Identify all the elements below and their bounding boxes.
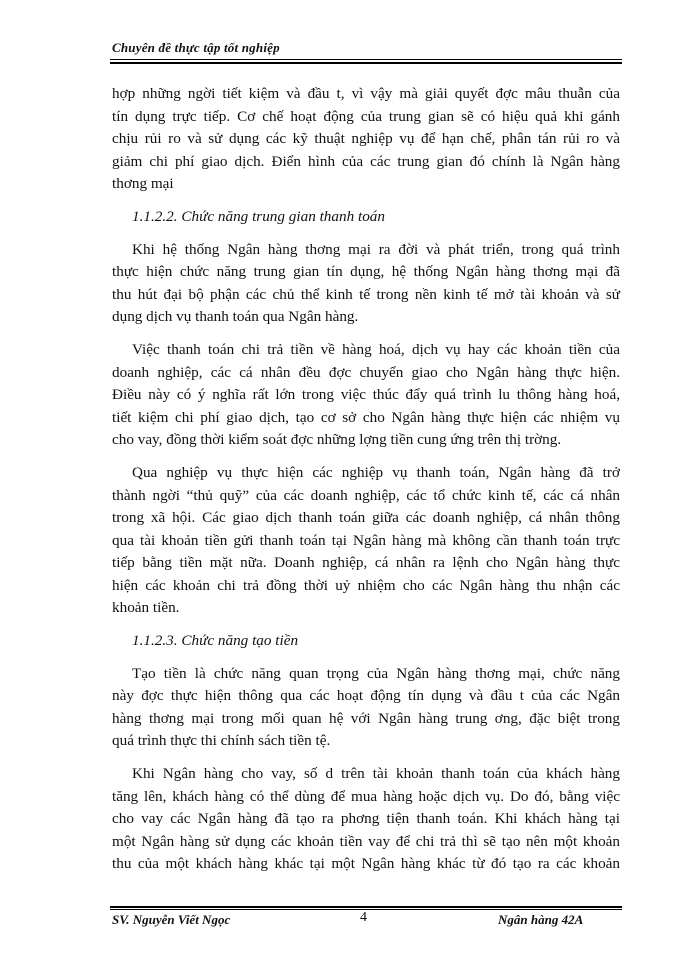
text-line: trong xã hội. Các giao dịch thanh toán giữa các doanh nghiệp, cá nhân thông: [112, 509, 620, 527]
running-header-title: Chuyên đề thực tập tốt nghiệp: [112, 40, 280, 55]
text-line: hợp những ngời tiết kiệm và đầu t, vì vậy mà giải quyết đợc mâu thuẫn của: [112, 85, 620, 102]
section-heading-1-1-2-2: 1.1.2.2. Chức năng trung gian thanh toán: [132, 207, 385, 225]
text-line: giảm chi phí giao dịch. Điển hình của các trung gian đó chính là Ngân hàng: [112, 152, 620, 170]
text-line: Qua nghiệp vụ thực hiện các nghiệp vụ thanh toán, Ngân hàng đã trở: [132, 463, 620, 481]
header-rule-thick: [110, 62, 622, 64]
text-line: Khi hệ thống Ngân hàng thơng mại ra đời và phát triển, trong quá trình: [132, 240, 620, 258]
text-line: một Ngân hàng sử dụng các khoản tiền vay để chi trả thì sẽ tạo nên một khoản: [112, 832, 620, 850]
text-line: Tạo tiền là chức năng quan trọng của Ngân hàng thơng mại, chức năng: [132, 664, 620, 682]
footer-author: SV. Nguyễn Viết Ngọc: [112, 912, 231, 927]
text-line: thu hút đại bộ phận các chủ thể kinh tế trong nền kinh tế mở tài khoản và sử: [112, 285, 620, 303]
body-text: [112, 83, 620, 876]
text-line: hiện các khoản chi trả đồng thời uỷ nhiệm cho các Ngân hàng thu nhận các: [112, 576, 620, 594]
text-line: Khi Ngân hàng cho vay, số d trên tài khoản thanh toán của khách hàng: [132, 765, 620, 783]
section-heading-1-1-2-3: 1.1.2.3. Chức năng tạo tiền: [132, 632, 299, 650]
text-line: tín dụng trực tiếp. Cơ chế hoạt động của trung gian sẽ có hiệu quả khi gánh: [112, 107, 620, 125]
text-line: Điều này có ý nghĩa rất lớn trong việc thúc đẩy quá trình lu thông hàng hoá,: [112, 386, 620, 404]
text-line: cho vay, đồng thời kiểm soát đợc những lợng tiền cung ứng trên thị trờng.: [112, 431, 562, 449]
text-line: Việc thanh toán chi trả tiền về hàng hoá, dịch vụ hay các khoản tiền của: [132, 340, 620, 358]
text-line: tiếp bằng tiền mặt nữa. Doanh nghiệp, cá nhân ra lệnh cho Ngân hàng thực: [112, 554, 620, 572]
text-line: dụng dịch vụ thanh toán qua Ngân hàng.: [112, 308, 359, 326]
text-line: tiết kiệm chi phí giao dịch, tạo cơ sở cho Ngân hàng thực hiện các nhiệm vụ: [112, 408, 620, 426]
text-line: quá trình thực thi chính sách tiền tệ.: [112, 732, 331, 750]
text-line: hàng thơng mại trong mối quan hệ với Ngân hàng trung ơng, đặc biệt trong: [112, 709, 620, 727]
text-line: khoản tiền.: [112, 599, 180, 617]
text-line: thành ngời “thủ quỹ” của các doanh nghiệp, các tổ chức kinh tế, các cá nhân: [112, 486, 620, 504]
footer-rule-thick: [110, 906, 622, 908]
text-line: thơng mại: [112, 175, 174, 193]
header-rule: [110, 59, 622, 60]
page-number: 4: [360, 910, 367, 925]
text-line: tăng lên, khách hàng có thể dùng để mua hàng hoặc dịch vụ. Do đó, bằng việc: [112, 787, 620, 805]
text-line: chịu rủi ro và sử dụng các kỹ thuật nghiệp vụ để hạn chế, phân tán rủi ro và: [112, 130, 620, 148]
text-line: qua tài khoản tiền gửi thanh toán tại Ngân hàng mà không cần thanh toán trực: [112, 531, 620, 549]
footer-class-name: Ngân hàng 42A: [498, 912, 584, 927]
text-line: thu của một khách hàng khác tại một Ngân hàng khác từ đó tạo ra các khoản: [112, 855, 620, 873]
text-line: thực hiện chức năng trung gian tín dụng, hệ thống Ngân hàng thơng mại đã: [112, 263, 620, 281]
text-line: doanh nghiệp, các cá nhân đều đợc chuyển giao cho Ngân hàng thực hiện.: [112, 363, 620, 381]
text-line: cho vay các Ngân hàng đã tạo ra phơng tiện thanh toán. Khi khách hàng tại: [112, 810, 620, 828]
text-line: này đợc thực hiện thông qua các hoạt động tín dụng và đầu t của các Ngân: [112, 687, 620, 705]
